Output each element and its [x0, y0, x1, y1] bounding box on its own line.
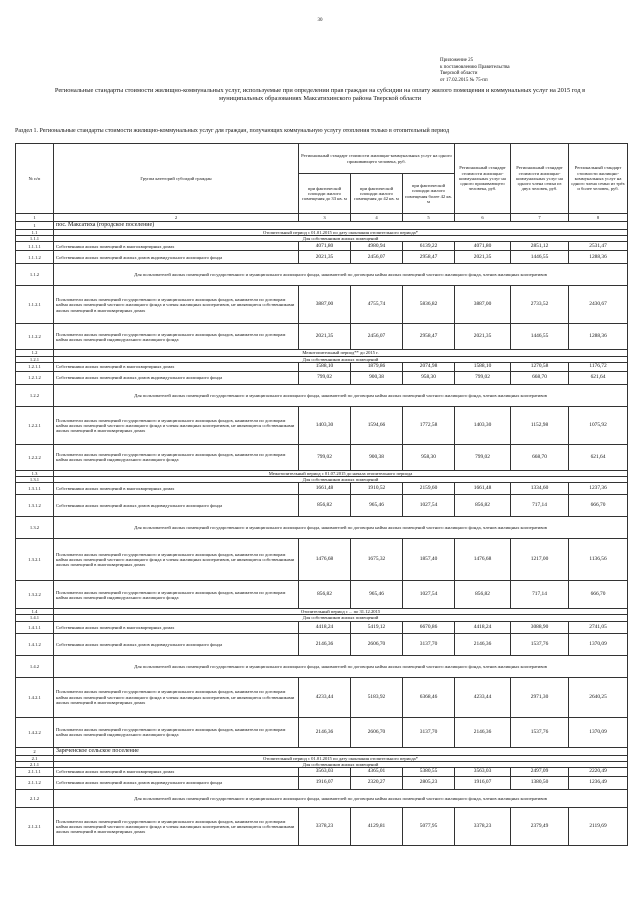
row-name: Собственники жилых помещений жилых домов индивидуального жилищного фонда [54, 251, 299, 264]
col6-header: Региональный стандарт стоимости жилищно-коммунальных услуг на одного проживающего человека, руб. [455, 144, 511, 214]
row-code: 1.4 [16, 609, 54, 615]
cell-value: 2220,49 [569, 768, 628, 777]
cell-value: 1588,10 [299, 362, 351, 371]
cell-value: 1661,48 [455, 483, 511, 495]
cell-value: 4071,80 [455, 242, 511, 251]
column-number: 6 [455, 214, 511, 222]
cell-value: 2159,60 [403, 483, 455, 495]
row-name: Пользователи жилых помещений государственного и муниципального жилищных фондов, наниматели по договорам найма жилых помещений индивидуального жилищного фонда [54, 581, 299, 609]
row-label: Для собственников жилых помещений [54, 356, 628, 362]
cell-value: 3563,03 [455, 768, 511, 777]
row-code: 1.3.2.2 [16, 581, 54, 609]
cell-value: 2640,25 [569, 677, 628, 717]
cell-value: 1916,07 [299, 777, 351, 790]
row-code: 1.4.2 [16, 655, 54, 677]
row-code: 1 [16, 222, 54, 230]
row-code: 1.1.2.2 [16, 324, 54, 350]
cell-value: 3088,90 [511, 621, 569, 633]
col8-header: Региональный стандарт стоимости жилищно-коммунальных услуг на одного члена семьи из трёх и более человек, руб. [569, 144, 628, 214]
cell-value: 1176,72 [569, 362, 628, 371]
row-code: 1.2.2.1 [16, 406, 54, 444]
row-code: 1.4.2.1 [16, 677, 54, 717]
cell-value: 621,64 [569, 444, 628, 470]
row-code: 1.2.1 [16, 356, 54, 362]
row-label: Для собственников жилых помещений [54, 477, 628, 483]
cell-value: 1675,32 [351, 539, 403, 581]
row-code: 1.4.2.2 [16, 717, 54, 747]
cell-value: 1288,36 [569, 251, 628, 264]
column-number: 2 [54, 214, 299, 222]
appendix-line: Приложение 25 [440, 58, 474, 63]
col-standard-header: Региональный стандарт стоимости жилищно-коммунальных услуг на одного проживающего человека, руб. [299, 144, 455, 174]
cell-value: 5380,55 [403, 768, 455, 777]
cell-value: 1370,09 [569, 633, 628, 655]
table-row [16, 242, 628, 251]
cell-value: 3378,23 [455, 808, 511, 846]
row-label: Для пользователей жилых помещений государственного и муниципального жилищного фонда, нанимателей по договорам найма жилых помещений частного жилищного фонда, членов жилищных кооперативов [54, 264, 628, 286]
row-name: Собственники жилых помещений в многоквартирных домах [54, 362, 299, 371]
row-code: 1.3 [16, 470, 54, 476]
row-name: Собственники жилых помещений жилых домов индивидуального жилищного фонда [54, 371, 299, 384]
cell-value: 621,64 [569, 371, 628, 384]
cell-value: 2119,69 [569, 808, 628, 846]
cell-value: 2851,12 [511, 242, 569, 251]
cell-value: 965,46 [351, 495, 403, 517]
table-row [16, 633, 628, 655]
row-label: Отопительный период с 01.01.2015 по дату окончания отопительного периода* [54, 755, 628, 761]
row-name: Пользователи жилых помещений государственного и муниципального жилищных фондов, наниматели по договорам найма жилых помещений частного жилищного фонда и члены жилищных кооперативов, не являющиеся собственниками жилых помещений в многоквартирных домах [54, 677, 299, 717]
cell-value: 799,02 [455, 444, 511, 470]
cell-value: 717,14 [511, 495, 569, 517]
cell-value: 2733,52 [511, 286, 569, 324]
cell-value: 2021,35 [299, 251, 351, 264]
cell-value: 2497,09 [511, 768, 569, 777]
table-row [16, 777, 628, 790]
cell-value: 1594,66 [351, 406, 403, 444]
cell-value: 1136,56 [569, 539, 628, 581]
row-code: 1.4.1 [16, 615, 54, 621]
appendix-note [440, 58, 610, 84]
table-row [16, 371, 628, 384]
col5-header: при фактической площади жилого помещения более 42 кв. м [403, 174, 455, 214]
cell-value: 2021,35 [299, 324, 351, 350]
cell-value: 2074,98 [403, 362, 455, 371]
row-name: Собственники жилых помещений в многоквартирных домах [54, 768, 299, 777]
cell-value: 4129,81 [351, 808, 403, 846]
cell-value: 1446,55 [511, 324, 569, 350]
group-row [16, 384, 628, 406]
row-label: Для пользователей жилых помещений государственного и муниципального жилищного фонда, нанимателей по договорам найма жилых помещений частного жилищного фонда, членов жилищных кооперативов [54, 384, 628, 406]
cell-value: 2958,47 [403, 324, 455, 350]
cell-value: 1879,86 [351, 362, 403, 371]
table-row [16, 324, 628, 350]
cell-value: 856,82 [299, 495, 351, 517]
cell-value: 2021,35 [455, 251, 511, 264]
cell-value: 1857,40 [403, 539, 455, 581]
cell-value: 856,82 [455, 581, 511, 609]
cell-value: 799,02 [299, 371, 351, 384]
col3-header: при фактической площади жилого помещения до 33 кв. м [299, 174, 351, 214]
row-code: 2.1.2 [16, 790, 54, 808]
cell-value: 1237,36 [569, 483, 628, 495]
row-name: Собственники жилых помещений жилых домов индивидуального жилищного фонда [54, 495, 299, 517]
row-label: Для собственников жилых помещений [54, 615, 628, 621]
cell-value: 3887,00 [455, 286, 511, 324]
cell-value: 668,70 [511, 371, 569, 384]
row-code: 1.2 [16, 350, 54, 356]
appendix-line: Тверской области [440, 71, 478, 77]
cell-value: 3137,70 [403, 717, 455, 747]
row-name: Пользователи жилых помещений государственного и муниципального жилищных фондов, наниматели по договорам найма жилых помещений частного жилищного фонда и члены жилищных кооперативов, не являющиеся собственниками жилых помещений в многоквартирных домах [54, 808, 299, 846]
cell-value: 856,82 [299, 581, 351, 609]
cell-value: 4233,44 [299, 677, 351, 717]
column-number: 8 [569, 214, 628, 222]
row-name: Пользователи жилых помещений государственного и муниципального жилищных фондов, наниматели по договорам найма жилых помещений частного жилищного фонда и члены жилищных кооперативов, не являющиеся собственниками жилых помещений в многоквартирных домах [54, 286, 299, 324]
row-name: Пользователи жилых помещений государственного и муниципального жилищных фондов, наниматели по договорам найма жилых помещений индивидуального жилищного фонда [54, 444, 299, 470]
row-code: 2.1 [16, 755, 54, 761]
cell-value: 900,38 [351, 444, 403, 470]
table-row [16, 362, 628, 371]
row-code: 1.3.1 [16, 477, 54, 483]
cell-value: 2430,67 [569, 286, 628, 324]
cell-value: 4755,74 [351, 286, 403, 324]
cell-value: 5836,82 [403, 286, 455, 324]
cell-value: 666,70 [569, 581, 628, 609]
row-label: Для пользователей жилых помещений государственного и муниципального жилищного фонда, нанимателей по договорам найма жилых помещений частного жилищного фонда, членов жилищных кооперативов [54, 790, 628, 808]
cell-value: 666,70 [569, 495, 628, 517]
row-code: 1.1.1.2 [16, 251, 54, 264]
row-label: Для пользователей жилых помещений государственного и муниципального жилищного фонда, нанимателей по договорам найма жилых помещений частного жилищного фонда, членов жилищных кооперативов [54, 655, 628, 677]
cell-value: 799,02 [299, 444, 351, 470]
cell-value: 2531,47 [569, 242, 628, 251]
cell-value: 4418,24 [455, 621, 511, 633]
cell-value: 4418,24 [299, 621, 351, 633]
row-code: 2 [16, 747, 54, 755]
row-code: 1.1.1 [16, 236, 54, 242]
cell-value: 4233,44 [455, 677, 511, 717]
cell-value: 3137,70 [403, 633, 455, 655]
row-name: Собственники жилых помещений в многоквартирных домах [54, 621, 299, 633]
cell-value: 900,38 [351, 371, 403, 384]
column-number: 1 [16, 214, 54, 222]
row-name: Пользователи жилых помещений государственного и муниципального жилищных фондов, наниматели по договорам найма жилых помещений частного жилищного фонда и члены жилищных кооперативов, не являющиеся собственниками жилых помещений в многоквартирных домах [54, 406, 299, 444]
cell-value: 965,46 [351, 581, 403, 609]
cell-value: 2379,49 [511, 808, 569, 846]
cell-value: 6139,22 [403, 242, 455, 251]
cell-value: 1152,98 [511, 406, 569, 444]
cell-value: 1270,58 [511, 362, 569, 371]
col-group-header: Группа категорий субсидий граждан [54, 144, 299, 214]
cell-value: 1588,10 [455, 362, 511, 371]
cell-value: 3887,00 [299, 286, 351, 324]
row-code: 1.1.1.1 [16, 242, 54, 251]
cell-value: 1370,09 [569, 717, 628, 747]
cell-value: 1772,58 [403, 406, 455, 444]
row-code: 1.3.1.2 [16, 495, 54, 517]
row-code: 2.1.2.1 [16, 808, 54, 846]
row-label: Межотопительный период** до 2015 г. [54, 350, 628, 356]
cell-value: 799,02 [455, 371, 511, 384]
row-code: 2.1.1.1 [16, 768, 54, 777]
settlement-name: пос. Максатиха (городское поселение) [54, 222, 628, 230]
row-code: 1.1.2 [16, 264, 54, 286]
cell-value: 1403,30 [299, 406, 351, 444]
table-row [16, 768, 628, 777]
table-row [16, 251, 628, 264]
cell-value: 2320,27 [351, 777, 403, 790]
group-row [16, 790, 628, 808]
cell-value: 856,82 [455, 495, 511, 517]
cell-value: 958,30 [403, 444, 455, 470]
cell-value: 5419,12 [351, 621, 403, 633]
row-code: 1.4.1.2 [16, 633, 54, 655]
cell-value: 2146,36 [455, 717, 511, 747]
cell-value: 1334,60 [511, 483, 569, 495]
row-name: Пользователи жилых помещений государственного и муниципального жилищных фондов, наниматели по договорам найма жилых помещений индивидуального жилищного фонда [54, 717, 299, 747]
cell-value: 1288,36 [569, 324, 628, 350]
row-code: 1.2.1.2 [16, 371, 54, 384]
row-name: Пользователи жилых помещений государственного и муниципального жилищных фондов, наниматели по договорам найма жилых помещений частного жилищного фонда и члены жилищных кооперативов, не являющиеся собственниками жилых помещений в многоквартирных домах [54, 539, 299, 581]
cell-value: 1380,50 [511, 777, 569, 790]
cell-value: 1075,92 [569, 406, 628, 444]
row-label: Для пользователей жилых помещений государственного и муниципального жилищного фонда, нанимателей по договорам найма жилых помещений частного жилищного фонда, членов жилищных кооперативов [54, 517, 628, 539]
row-label: Для собственников жилых помещений [54, 761, 628, 767]
table-row [16, 286, 628, 324]
cell-value: 2606,70 [351, 717, 403, 747]
row-code: 1.3.2 [16, 517, 54, 539]
table-row [16, 444, 628, 470]
settlement-name: Зареченское сельское поселение [54, 747, 628, 755]
cell-value: 2971,30 [511, 677, 569, 717]
cell-value: 2456,07 [351, 324, 403, 350]
col7-header: Региональный стандарт стоимости жилищно-коммунальных услуг на одного члена семьи из двух человек, руб. [511, 144, 569, 214]
row-label: Отопительный период с 01.01.2015 по дату окончания отопительного периода* [54, 230, 628, 236]
col4-header: при фактической площади жилого помещения до 42 кв. м [351, 174, 403, 214]
cell-value: 1027,54 [403, 581, 455, 609]
row-label: Для собственников жилых помещений [54, 236, 628, 242]
cell-value: 4365,01 [351, 768, 403, 777]
row-label: Межотопительный период с 01.07.2015 до начала отопительного периода [54, 470, 628, 476]
table-row [16, 406, 628, 444]
appendix-line: от 17.02.2015 № 75-пп [440, 77, 488, 83]
row-code: 1.3.1.1 [16, 483, 54, 495]
cell-value: 4071,80 [299, 242, 351, 251]
row-name: Собственники жилых помещений жилых домов индивидуального жилищного фонда [54, 777, 299, 790]
cell-value: 1476,68 [455, 539, 511, 581]
standards-table [15, 143, 628, 846]
row-code: 1.3.2.1 [16, 539, 54, 581]
table-row [16, 539, 628, 581]
cell-value: 1910,52 [351, 483, 403, 495]
group-row [16, 655, 628, 677]
column-numbers-row [16, 214, 628, 222]
column-number: 7 [511, 214, 569, 222]
row-code: 1.4.1.1 [16, 621, 54, 633]
cell-value: 1537,76 [511, 633, 569, 655]
cell-value: 6368,46 [403, 677, 455, 717]
table-row [16, 677, 628, 717]
row-name: Собственники жилых помещений в многоквартирных домах [54, 242, 299, 251]
cell-value: 2805,23 [403, 777, 455, 790]
cell-value: 4980,94 [351, 242, 403, 251]
column-number: 4 [351, 214, 403, 222]
settlement-row [16, 222, 628, 230]
section-title: Раздел 1. Региональные стандарты стоимости жилищно-коммунальных услуг для граждан, получающих коммунальную услугу отопления только в отопительный период [15, 128, 450, 134]
cell-value: 2456,07 [351, 251, 403, 264]
cell-value: 6670,86 [403, 621, 455, 633]
cell-value: 3563,03 [299, 768, 351, 777]
cell-value: 5183,92 [351, 677, 403, 717]
cell-value: 5077,95 [403, 808, 455, 846]
cell-value: 717,14 [511, 581, 569, 609]
cell-value: 1217,00 [511, 539, 569, 581]
cell-value: 3378,23 [299, 808, 351, 846]
page-number: 30 [317, 18, 323, 23]
cell-value: 668,70 [511, 444, 569, 470]
col-num-header: № п/п [16, 144, 54, 214]
row-label: Отопительный период с ... по 31.12.2015 [54, 609, 628, 615]
column-number: 5 [403, 214, 455, 222]
table-row [16, 581, 628, 609]
row-name: Пользователи жилых помещений государственного и муниципального жилищных фондов, наниматели по договорам найма жилых помещений индивидуального жилищного фонда [54, 324, 299, 350]
cell-value: 2146,36 [455, 633, 511, 655]
cell-value: 1476,68 [299, 539, 351, 581]
cell-value: 2146,36 [299, 633, 351, 655]
cell-value: 2021,35 [455, 324, 511, 350]
row-code: 1.2.1.1 [16, 362, 54, 371]
cell-value: 1916,07 [455, 777, 511, 790]
cell-value: 1027,54 [403, 495, 455, 517]
cell-value: 1537,76 [511, 717, 569, 747]
row-name: Собственники жилых помещений в многоквартирных домах [54, 483, 299, 495]
document-title: Региональные стандарты стоимости жилищно-коммунальных услуг, используемые при определении прав граждан на субсидии на оплату жилого помещения и коммунальных услуг на 2015 год в муниципальных образованиях Максатихинского района Тверской области [54, 87, 586, 102]
cell-value: 2606,70 [351, 633, 403, 655]
settlement-row [16, 747, 628, 755]
cell-value: 2146,36 [299, 717, 351, 747]
group-row [16, 517, 628, 539]
row-code: 1.2.2.2 [16, 444, 54, 470]
table-row [16, 495, 628, 517]
row-code: 2.1.1 [16, 761, 54, 767]
cell-value: 1446,55 [511, 251, 569, 264]
cell-value: 2958,47 [403, 251, 455, 264]
group-row [16, 264, 628, 286]
row-code: 1.2.2 [16, 384, 54, 406]
cell-value: 1661,48 [299, 483, 351, 495]
cell-value: 958,30 [403, 371, 455, 384]
table-row [16, 717, 628, 747]
row-code: 2.1.1.2 [16, 777, 54, 790]
appendix-line: к постановлению Правительства [440, 64, 510, 70]
cell-value: 1236,49 [569, 777, 628, 790]
cell-value: 2741,05 [569, 621, 628, 633]
table-row [16, 808, 628, 846]
column-number: 3 [299, 214, 351, 222]
row-code: 1.1 [16, 230, 54, 236]
table-row [16, 621, 628, 633]
row-name: Собственники жилых помещений жилых домов индивидуального жилищного фонда [54, 633, 299, 655]
row-code: 1.1.2.1 [16, 286, 54, 324]
table-row [16, 483, 628, 495]
cell-value: 1403,30 [455, 406, 511, 444]
